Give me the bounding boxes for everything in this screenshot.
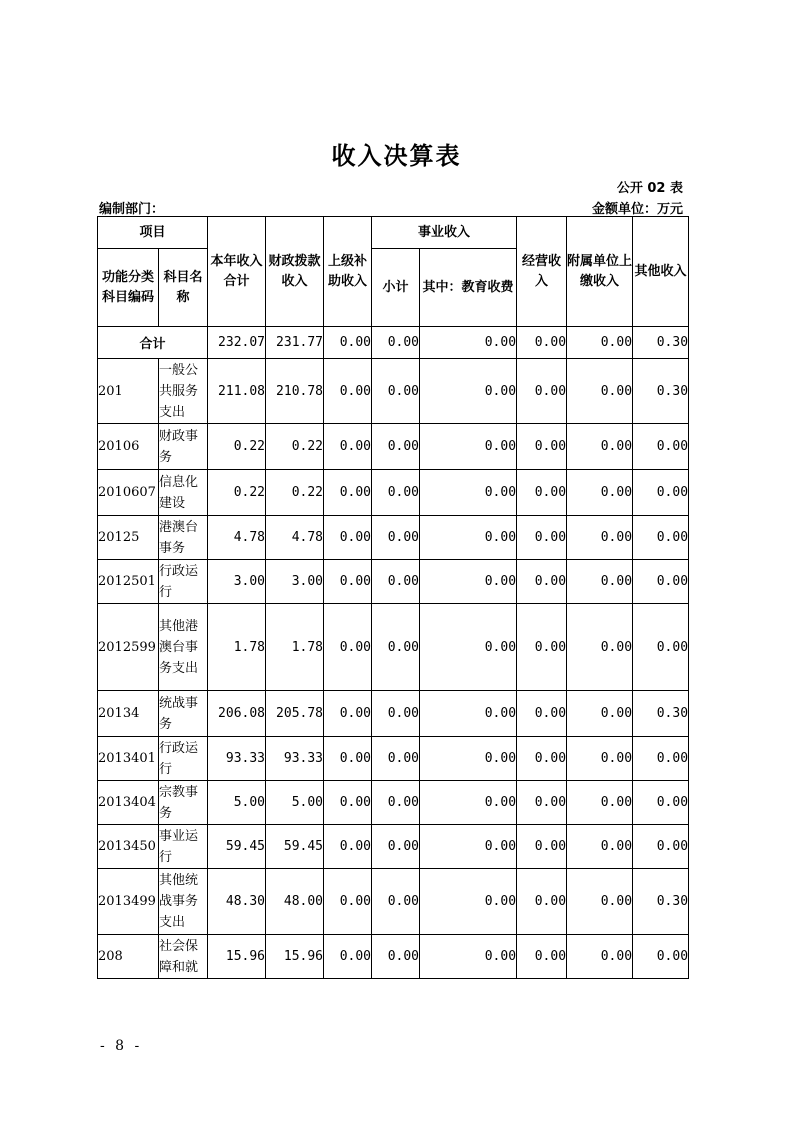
total-cell: 0.30 [633,327,689,359]
amount-cell: 0.00 [324,424,372,470]
amount-cell: 0.00 [517,825,567,869]
amount-cell: 0.00 [324,560,372,604]
amount-cell: 0.30 [633,869,689,935]
total-cell: 0.00 [324,327,372,359]
amount-cell: 0.00 [420,869,517,935]
amount-cell: 211.08 [208,359,266,424]
subject-code: 2013450 [98,825,159,869]
amount-cell: 0.00 [372,604,420,691]
subject-name: 行政运行 [159,560,208,604]
amount-cell: 0.00 [420,516,517,560]
department-label: 编制部门： [99,202,165,217]
amount-cell: 0.00 [420,781,517,825]
table-row [98,604,689,691]
amount-cell: 0.22 [266,424,324,470]
header-other-income: 其他收入 [633,217,689,327]
table-row [98,935,689,979]
amount-cell: 0.00 [324,781,372,825]
header-operating-income: 经营收入 [517,217,567,327]
subject-name: 行政运行 [159,737,208,781]
amount-cell: 0.00 [324,869,372,935]
amount-cell: 0.30 [633,691,689,737]
page-title: 收入决算表 [331,142,462,170]
amount-cell: 0.00 [517,604,567,691]
amount-cell: 0.00 [420,359,517,424]
amount-cell: 0.00 [567,935,633,979]
amount-cell: 0.00 [324,359,372,424]
amount-cell: 4.78 [208,516,266,560]
amount-cell: 5.00 [266,781,324,825]
amount-cell: 3.00 [208,560,266,604]
amount-cell: 0.22 [208,470,266,516]
amount-cell: 0.00 [517,935,567,979]
amount-cell: 0.00 [567,424,633,470]
subject-code: 208 [98,935,159,979]
total-row [98,327,689,359]
amount-cell: 0.00 [567,560,633,604]
header-fiscal-allocation: 财政拨款收入 [266,217,324,327]
table-row [98,424,689,470]
amount-cell: 0.00 [372,869,420,935]
table-row [98,691,689,737]
table-row [98,825,689,869]
subject-code: 2012599 [98,604,159,691]
table-row [98,516,689,560]
subject-name: 社会保障和就 [159,935,208,979]
total-cell: 232.07 [208,327,266,359]
amount-cell: 0.00 [372,737,420,781]
amount-cell: 0.00 [633,424,689,470]
amount-cell: 0.00 [420,560,517,604]
subject-name: 宗教事务 [159,781,208,825]
amount-cell: 0.00 [420,737,517,781]
amount-cell: 0.00 [372,691,420,737]
amount-cell: 0.00 [633,470,689,516]
amount-cell: 0.00 [517,424,567,470]
amount-cell: 59.45 [266,825,324,869]
subject-code: 20106 [98,424,159,470]
form-number: 公开 02 表 [616,181,683,196]
table-row [98,869,689,935]
subject-name: 港澳台事务 [159,516,208,560]
income-table [97,216,689,979]
subject-code: 201 [98,359,159,424]
amount-cell: 0.22 [208,424,266,470]
amount-cell: 0.00 [633,781,689,825]
total-label: 合计 [98,327,208,359]
amount-cell: 0.00 [567,825,633,869]
amount-cell: 210.78 [266,359,324,424]
amount-cell: 0.00 [324,691,372,737]
amount-cell: 0.00 [567,781,633,825]
amount-cell: 0.00 [420,604,517,691]
table-row [98,560,689,604]
amount-cell: 15.96 [266,935,324,979]
amount-cell: 59.45 [208,825,266,869]
amount-cell: 0.00 [633,825,689,869]
amount-cell: 0.00 [324,516,372,560]
table-body [98,327,689,979]
amount-cell: 93.33 [266,737,324,781]
amount-cell: 0.00 [567,691,633,737]
amount-cell: 3.00 [266,560,324,604]
amount-cell: 0.00 [324,935,372,979]
amount-cell: 15.96 [208,935,266,979]
subject-name: 财政事务 [159,424,208,470]
amount-cell: 0.00 [372,424,420,470]
amount-cell: 0.00 [372,470,420,516]
amount-cell: 0.00 [420,424,517,470]
amount-cell: 0.00 [324,737,372,781]
amount-cell: 0.00 [633,737,689,781]
amount-cell: 0.00 [372,781,420,825]
header-subject-name: 科目名称 [159,249,208,327]
amount-cell: 0.00 [517,869,567,935]
amount-cell: 0.00 [567,516,633,560]
amount-cell: 206.08 [208,691,266,737]
amount-cell: 0.00 [372,825,420,869]
amount-cell: 48.00 [266,869,324,935]
subject-code: 2013404 [98,781,159,825]
subject-name: 其他港澳台事务支出 [159,604,208,691]
total-cell: 0.00 [567,327,633,359]
amount-cell: 0.00 [517,781,567,825]
amount-cell: 0.22 [266,470,324,516]
unit-label: 金额单位：万元 [591,202,683,217]
amount-cell: 0.00 [567,604,633,691]
amount-cell: 0.00 [324,825,372,869]
table-row [98,470,689,516]
amount-cell: 0.00 [372,359,420,424]
total-cell: 0.00 [372,327,420,359]
amount-cell: 205.78 [266,691,324,737]
amount-cell: 1.78 [266,604,324,691]
subject-code: 2013401 [98,737,159,781]
amount-cell: 5.00 [208,781,266,825]
amount-cell: 0.00 [633,604,689,691]
subject-name: 其他统战事务支出 [159,869,208,935]
table-row [98,359,689,424]
amount-cell: 0.00 [567,359,633,424]
amount-cell: 0.00 [372,935,420,979]
amount-cell: 93.33 [208,737,266,781]
total-cell: 0.00 [420,327,517,359]
amount-cell: 0.00 [633,935,689,979]
subject-code: 20134 [98,691,159,737]
amount-cell: 0.00 [420,825,517,869]
subject-name: 一般公共服务支出 [159,359,208,424]
amount-cell: 0.00 [517,470,567,516]
amount-cell: 0.00 [517,516,567,560]
amount-cell: 4.78 [266,516,324,560]
header-affiliated-income: 附属单位上缴收入 [567,217,633,327]
amount-cell: 0.00 [420,935,517,979]
amount-cell: 0.00 [372,516,420,560]
subject-code: 2013499 [98,869,159,935]
amount-cell: 0.00 [567,869,633,935]
header-education-fee: 其中：教育收费 [420,249,517,327]
header-function-code: 功能分类科目编码 [98,249,159,327]
amount-cell: 0.00 [324,604,372,691]
amount-cell: 0.00 [517,737,567,781]
header-subtotal: 小计 [372,249,420,327]
subject-name: 信息化建设 [159,470,208,516]
amount-cell: 48.30 [208,869,266,935]
amount-cell: 0.00 [517,691,567,737]
header-total-income: 本年收入合计 [208,217,266,327]
subject-name: 事业运行 [159,825,208,869]
amount-cell: 0.00 [372,560,420,604]
amount-cell: 0.00 [567,470,633,516]
page-number: - 8 - [100,1038,143,1054]
amount-cell: 0.00 [420,691,517,737]
amount-cell: 0.00 [324,470,372,516]
header-superior-subsidy: 上级补助收入 [324,217,372,327]
table-row [98,781,689,825]
total-cell: 0.00 [517,327,567,359]
total-cell: 231.77 [266,327,324,359]
amount-cell: 0.00 [633,516,689,560]
subject-code: 20125 [98,516,159,560]
amount-cell: 0.00 [420,470,517,516]
amount-cell: 1.78 [208,604,266,691]
table-row [98,737,689,781]
header-business-income: 事业收入 [372,217,517,249]
subject-code: 2010607 [98,470,159,516]
amount-cell: 0.00 [633,560,689,604]
subject-code: 2012501 [98,560,159,604]
amount-cell: 0.00 [517,359,567,424]
subject-name: 统战事务 [159,691,208,737]
amount-cell: 0.00 [567,737,633,781]
amount-cell: 0.00 [517,560,567,604]
header-project: 项目 [98,217,208,249]
amount-cell: 0.30 [633,359,689,424]
